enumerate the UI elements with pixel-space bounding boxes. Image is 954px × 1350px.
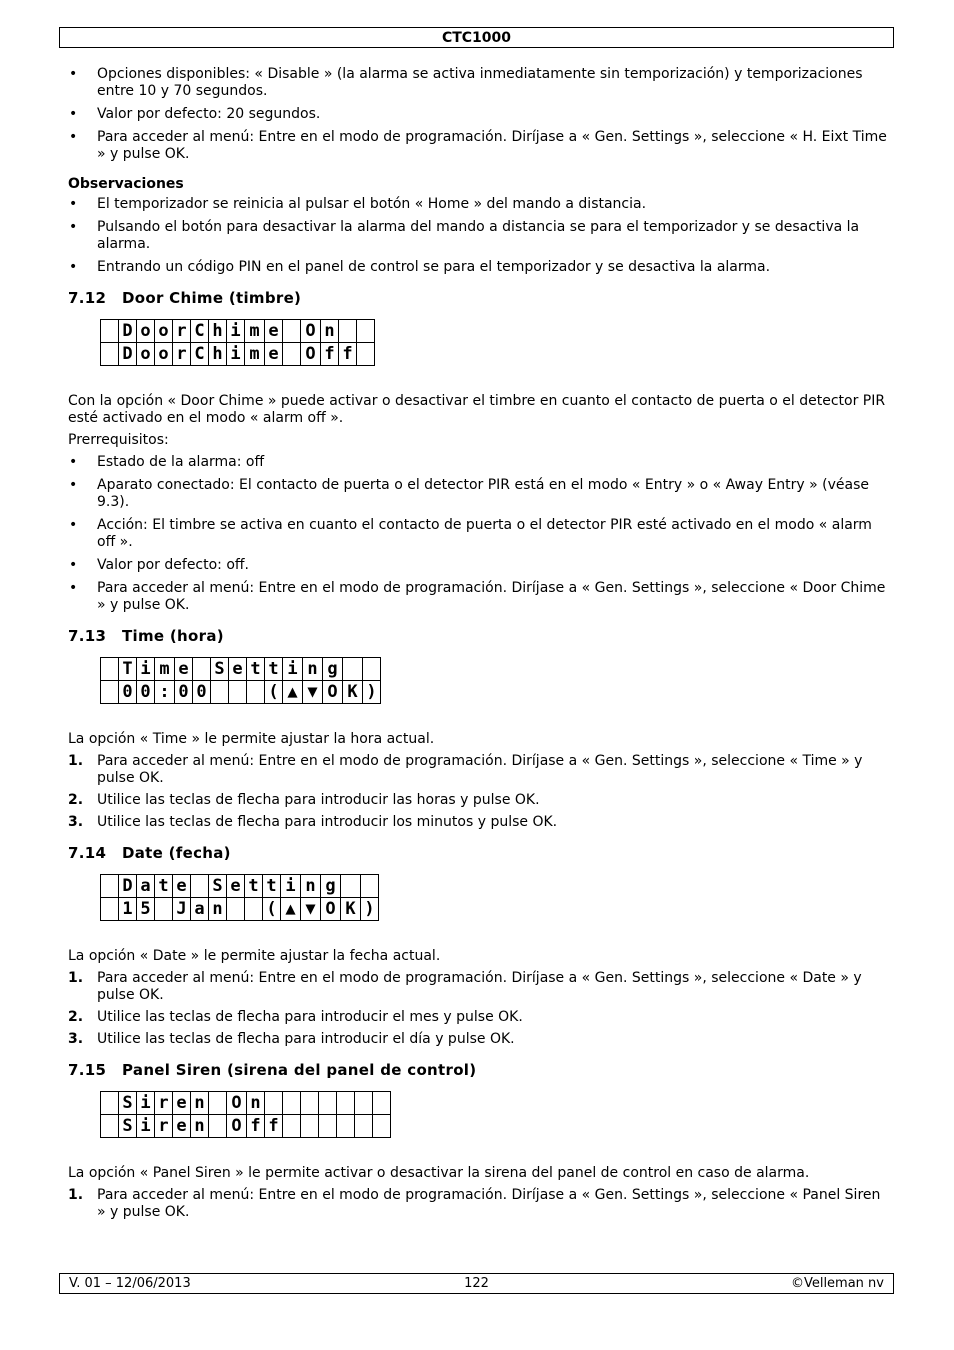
lcd-cell bbox=[339, 320, 357, 343]
list-item: • Pulsando el botón para desactivar la alarma del mando a distancia se para el temporizador y se desactiva la alarma. bbox=[68, 219, 890, 253]
lcd-row bbox=[101, 320, 375, 343]
lcd-cell: f bbox=[265, 1115, 283, 1138]
lcd-row bbox=[101, 681, 381, 704]
lcd-cell: i bbox=[227, 320, 245, 343]
lcd-display-door-chime bbox=[100, 319, 375, 366]
lcd-row bbox=[101, 898, 379, 921]
list-item: • Acción: El timbre se activa en cuanto el contacto de puerta o el detector PIR esté activado en el modo « alarm off ». bbox=[68, 517, 890, 551]
lcd-cell: K bbox=[343, 681, 363, 704]
lcd-cell bbox=[363, 658, 381, 681]
step-number: 1. bbox=[68, 753, 84, 769]
lcd-cell: e bbox=[227, 875, 245, 898]
list-item bbox=[68, 753, 890, 787]
lcd-cell: 0 bbox=[193, 681, 211, 704]
steps-list bbox=[68, 970, 890, 1048]
section-heading-7-15 bbox=[68, 1061, 890, 1079]
lcd-cell bbox=[101, 343, 119, 366]
lcd-cell: t bbox=[247, 658, 265, 681]
paragraph: La opción « Date » le permite ajustar la fecha actual. bbox=[68, 948, 441, 964]
lcd-cell bbox=[101, 320, 119, 343]
lcd-cell: ) bbox=[363, 681, 381, 704]
observaciones-list bbox=[68, 196, 890, 276]
lcd-cell: i bbox=[137, 1092, 155, 1115]
lcd-cell bbox=[283, 320, 301, 343]
lcd-cell: n bbox=[303, 658, 323, 681]
list-item bbox=[68, 814, 890, 831]
lcd-cell bbox=[341, 875, 361, 898]
lcd-cell: m bbox=[155, 658, 175, 681]
lcd-cell bbox=[355, 1092, 373, 1115]
steps-list bbox=[68, 753, 890, 831]
lcd-cell bbox=[155, 898, 173, 921]
lcd-cell: e bbox=[175, 658, 193, 681]
footer bbox=[59, 1273, 894, 1294]
lcd-cell bbox=[209, 1092, 227, 1115]
list-item: • Para acceder al menú: Entre en el modo de programación. Diríjase a « Gen. Settings », seleccione « Door Chime » y pulse OK. bbox=[68, 580, 890, 614]
step-number: 2. bbox=[68, 1009, 84, 1025]
lcd-row bbox=[101, 1115, 391, 1138]
section-title: Panel Siren (sirena del panel de control) bbox=[122, 1061, 477, 1079]
step-text: Para acceder al menú: Entre en el modo de programación. Diríjase a « Gen. Settings », seleccione « Time » y pulse OK. bbox=[97, 753, 863, 786]
lcd-cell bbox=[283, 1092, 301, 1115]
lcd-cell: C bbox=[191, 343, 209, 366]
lcd-row bbox=[101, 875, 379, 898]
lcd-cell: ▲ bbox=[281, 898, 301, 921]
lcd-cell: n bbox=[191, 1115, 209, 1138]
lcd-cell: K bbox=[341, 898, 361, 921]
lcd-cell bbox=[373, 1115, 391, 1138]
lcd-cell: 0 bbox=[137, 681, 155, 704]
section-number: 7.12 bbox=[68, 289, 107, 307]
lcd-cell: ▲ bbox=[283, 681, 303, 704]
lcd-cell: i bbox=[281, 875, 301, 898]
step-text: Para acceder al menú: Entre en el modo de programación. Diríjase a « Gen. Settings », seleccione « Panel Siren » y pulse OK. bbox=[97, 1187, 881, 1220]
step-text: Utilice las teclas de flecha para introducir los minutos y pulse OK. bbox=[97, 814, 558, 830]
lcd-cell: a bbox=[137, 875, 155, 898]
lcd-cell bbox=[101, 1115, 119, 1138]
lcd-cell: r bbox=[173, 320, 191, 343]
lcd-cell: S bbox=[209, 875, 227, 898]
paragraph: La opción « Panel Siren » le permite activar o desactivar la sirena del panel de control en caso de alarma. bbox=[68, 1165, 810, 1181]
lcd-cell: S bbox=[119, 1092, 137, 1115]
lcd-cell bbox=[373, 1092, 391, 1115]
list-item: • Estado de la alarma: off bbox=[68, 454, 890, 471]
lcd-cell: r bbox=[155, 1115, 173, 1138]
lcd-cell: t bbox=[155, 875, 173, 898]
step-number: 3. bbox=[68, 814, 84, 830]
lcd-cell: e bbox=[173, 875, 191, 898]
lcd-cell bbox=[211, 681, 229, 704]
lcd-cell: i bbox=[283, 658, 303, 681]
lcd-cell bbox=[355, 1115, 373, 1138]
lcd-cell: o bbox=[155, 320, 173, 343]
list-item: • Valor por defecto: 20 segundos. bbox=[68, 106, 890, 123]
lcd-cell: 0 bbox=[175, 681, 193, 704]
lcd-cell bbox=[101, 1092, 119, 1115]
list-item bbox=[68, 792, 890, 809]
section-number: 7.15 bbox=[68, 1061, 107, 1079]
lcd-cell bbox=[229, 681, 247, 704]
lcd-cell: O bbox=[321, 898, 341, 921]
lcd-cell: h bbox=[209, 320, 227, 343]
section-heading-7-14 bbox=[68, 844, 890, 862]
lcd-row bbox=[101, 1092, 391, 1115]
list-item: • El temporizador se reinicia al pulsar el botón « Home » del mando a distancia. bbox=[68, 196, 890, 213]
lcd-cell: f bbox=[247, 1115, 265, 1138]
lcd-cell: t bbox=[265, 658, 283, 681]
footer-copyright: ©Velleman nv bbox=[790, 1276, 884, 1291]
section-title: Time (hora) bbox=[122, 627, 224, 645]
lcd-cell: o bbox=[137, 320, 155, 343]
lcd-cell: T bbox=[119, 658, 137, 681]
lcd-cell: r bbox=[173, 343, 191, 366]
step-number: 1. bbox=[68, 970, 84, 986]
step-text: Utilice las teclas de flecha para introducir el mes y pulse OK. bbox=[97, 1009, 523, 1025]
lcd-row bbox=[101, 343, 375, 366]
section-number: 7.14 bbox=[68, 844, 107, 862]
lcd-cell bbox=[337, 1115, 355, 1138]
lcd-cell bbox=[245, 898, 263, 921]
section-number: 7.13 bbox=[68, 627, 107, 645]
page-content bbox=[68, 66, 890, 1226]
list-item: • Entrando un código PIN en el panel de control se para el temporizador y se desactiva la alarma. bbox=[68, 259, 890, 276]
lcd-cell: f bbox=[339, 343, 357, 366]
lcd-cell bbox=[283, 1115, 301, 1138]
lcd-cell: O bbox=[227, 1115, 247, 1138]
lcd-cell: e bbox=[173, 1115, 191, 1138]
lcd-cell bbox=[227, 898, 245, 921]
lcd-cell: : bbox=[155, 681, 175, 704]
lcd-cell bbox=[337, 1092, 355, 1115]
lcd-cell: t bbox=[263, 875, 281, 898]
step-number: 2. bbox=[68, 792, 84, 808]
lcd-cell bbox=[301, 1115, 319, 1138]
list-item: • Aparato conectado: El contacto de puerta o el detector PIR está en el modo « Entry » o « Away Entry » (véase 9.3). bbox=[68, 477, 890, 511]
lcd-cell: n bbox=[321, 320, 339, 343]
lcd-cell bbox=[191, 875, 209, 898]
header-title: CTC1000 bbox=[59, 27, 894, 48]
lcd-row bbox=[101, 658, 381, 681]
lcd-cell bbox=[343, 658, 363, 681]
lcd-cell: e bbox=[173, 1092, 191, 1115]
lcd-cell: n bbox=[191, 1092, 209, 1115]
lcd-cell: J bbox=[173, 898, 191, 921]
lcd-cell bbox=[301, 1092, 319, 1115]
footer-version: V. 01 – 12/06/2013 bbox=[69, 1276, 191, 1291]
lcd-cell: C bbox=[191, 320, 209, 343]
lcd-cell: a bbox=[191, 898, 209, 921]
paragraph: La opción « Time » le permite ajustar la hora actual. bbox=[68, 731, 435, 747]
lcd-cell: n bbox=[247, 1092, 265, 1115]
lcd-cell: t bbox=[245, 875, 263, 898]
lcd-cell: O bbox=[301, 320, 321, 343]
lcd-cell bbox=[357, 343, 375, 366]
lcd-cell: S bbox=[211, 658, 229, 681]
step-number: 1. bbox=[68, 1187, 84, 1203]
prereq-list bbox=[68, 454, 890, 614]
list-item bbox=[68, 1031, 890, 1048]
lcd-cell bbox=[283, 343, 301, 366]
lcd-cell: f bbox=[321, 343, 339, 366]
lcd-cell: 1 bbox=[119, 898, 137, 921]
lcd-cell bbox=[247, 681, 265, 704]
lcd-cell bbox=[209, 1115, 227, 1138]
list-item bbox=[68, 1009, 890, 1026]
step-text: Utilice las teclas de flecha para introducir las horas y pulse OK. bbox=[97, 792, 540, 808]
lcd-cell bbox=[319, 1115, 337, 1138]
lcd-cell: O bbox=[323, 681, 343, 704]
lcd-cell: D bbox=[119, 875, 137, 898]
intro-bullet-list bbox=[68, 66, 890, 163]
lcd-cell bbox=[101, 681, 119, 704]
lcd-cell: i bbox=[137, 1115, 155, 1138]
lcd-cell: g bbox=[323, 658, 343, 681]
list-item: • Opciones disponibles: « Disable » (la alarma se activa inmediatamente sin temporización) y temporizaciones entre 10 y 70 segundos. bbox=[68, 66, 890, 100]
lcd-cell: 5 bbox=[137, 898, 155, 921]
lcd-cell: e bbox=[265, 320, 283, 343]
lcd-cell: ( bbox=[263, 898, 281, 921]
lcd-cell: ▼ bbox=[303, 681, 323, 704]
lcd-cell: r bbox=[155, 1092, 173, 1115]
lcd-display-panel-siren bbox=[100, 1091, 391, 1138]
lcd-cell: n bbox=[301, 875, 321, 898]
lcd-cell: n bbox=[209, 898, 227, 921]
list-item bbox=[68, 1187, 890, 1221]
lcd-cell: S bbox=[119, 1115, 137, 1138]
step-text: Utilice las teclas de flecha para introducir el día y pulse OK. bbox=[97, 1031, 515, 1047]
section-heading-7-12 bbox=[68, 289, 890, 307]
lcd-cell: e bbox=[229, 658, 247, 681]
lcd-cell: g bbox=[321, 875, 341, 898]
lcd-cell: e bbox=[265, 343, 283, 366]
list-item bbox=[68, 970, 890, 1004]
lcd-cell: 0 bbox=[119, 681, 137, 704]
lcd-display-time bbox=[100, 657, 381, 704]
page-number: 122 bbox=[464, 1276, 489, 1291]
lcd-cell: h bbox=[209, 343, 227, 366]
steps-list bbox=[68, 1187, 890, 1221]
lcd-cell: ▼ bbox=[301, 898, 321, 921]
lcd-cell bbox=[265, 1092, 283, 1115]
paragraph: Con la opción « Door Chime » puede activar o desactivar el timbre en cuanto el contacto de puerta o el detector PIR esté activado en el modo « alarm off ». bbox=[68, 393, 886, 426]
lcd-cell bbox=[319, 1092, 337, 1115]
prereq-label: Prerrequisitos: bbox=[68, 432, 169, 448]
lcd-cell: m bbox=[245, 343, 265, 366]
step-number: 3. bbox=[68, 1031, 84, 1047]
lcd-cell bbox=[101, 898, 119, 921]
lcd-cell: o bbox=[137, 343, 155, 366]
lcd-cell bbox=[193, 658, 211, 681]
lcd-cell: i bbox=[227, 343, 245, 366]
list-item: • Para acceder al menú: Entre en el modo de programación. Diríjase a « Gen. Settings », seleccione « H. Eixt Time » y pulse OK. bbox=[68, 129, 890, 163]
lcd-cell: ) bbox=[361, 898, 379, 921]
lcd-display-date bbox=[100, 874, 379, 921]
lcd-cell: D bbox=[119, 320, 137, 343]
lcd-cell bbox=[361, 875, 379, 898]
lcd-cell bbox=[101, 658, 119, 681]
section-title: Date (fecha) bbox=[122, 844, 231, 862]
list-item: • Valor por defecto: off. bbox=[68, 557, 890, 574]
lcd-cell: O bbox=[301, 343, 321, 366]
observaciones-heading: Observaciones bbox=[68, 176, 184, 192]
lcd-cell bbox=[101, 875, 119, 898]
section-heading-7-13 bbox=[68, 627, 890, 645]
lcd-cell: o bbox=[155, 343, 173, 366]
lcd-cell: O bbox=[227, 1092, 247, 1115]
lcd-cell: D bbox=[119, 343, 137, 366]
lcd-cell bbox=[357, 320, 375, 343]
step-text: Para acceder al menú: Entre en el modo de programación. Diríjase a « Gen. Settings », seleccione « Date » y pulse OK. bbox=[97, 970, 862, 1003]
section-title: Door Chime (timbre) bbox=[122, 289, 302, 307]
lcd-cell: i bbox=[137, 658, 155, 681]
lcd-cell: ( bbox=[265, 681, 283, 704]
lcd-cell: m bbox=[245, 320, 265, 343]
